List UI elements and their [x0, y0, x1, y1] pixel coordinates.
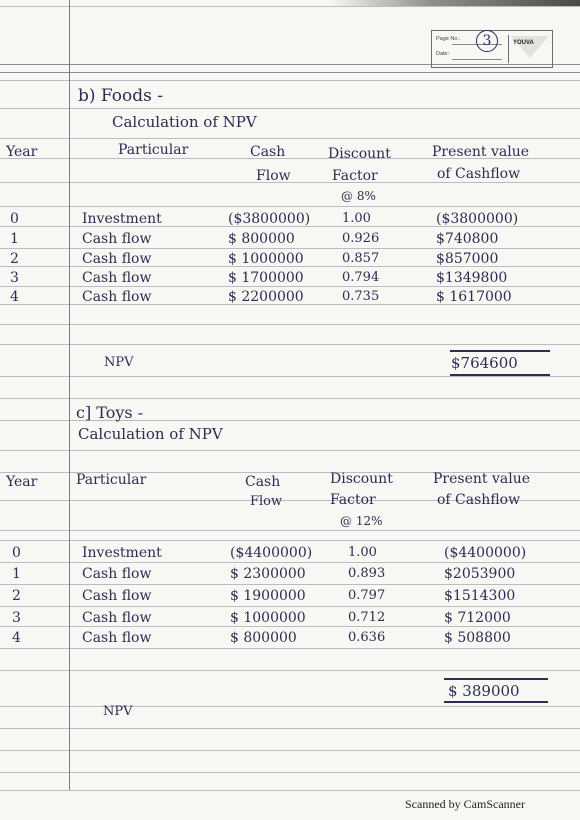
section-b-heading: b) Foods - — [78, 86, 164, 106]
rule-line — [0, 728, 580, 729]
table-cell-pv: ($3800000) — [436, 211, 519, 227]
c-header-flow: Flow — [250, 494, 283, 509]
rule-line — [0, 540, 580, 541]
table-cell-pv: $857000 — [436, 251, 499, 267]
date-label: Date: — [436, 51, 450, 57]
b-header-pv1: Present value — [432, 144, 529, 160]
b-header-pv2: of Cashflow — [437, 166, 521, 182]
section-c-subheading: Calculation of NPV — [78, 425, 223, 443]
rule-line — [0, 750, 580, 751]
b-header-discount: Discount — [328, 146, 391, 162]
c-npv-overline — [444, 678, 548, 680]
c-npv-underline — [444, 701, 548, 703]
table-cell-pv: $1349800 — [436, 270, 508, 286]
date-line — [452, 59, 502, 60]
margin-line — [69, 0, 70, 790]
table-cell-factor: 1.00 — [348, 545, 377, 560]
rule-line — [0, 398, 580, 399]
rule-line — [0, 706, 580, 707]
rule-line — [0, 324, 580, 325]
table-cell-pv: $ 712000 — [444, 610, 511, 626]
rule-line — [0, 626, 580, 627]
rule-line — [0, 138, 580, 139]
table-cell-year: 3 — [10, 270, 19, 286]
c-header-pv2: of Cashflow — [437, 492, 521, 508]
table-cell-pv: $2053900 — [444, 566, 516, 582]
table-cell-particular: Cash flow — [82, 270, 152, 286]
table-cell-year: 3 — [12, 610, 21, 626]
c-header-rate: @ 12% — [340, 514, 383, 528]
b-npv-underline — [450, 374, 550, 376]
page-number: 3 — [476, 30, 498, 52]
brand-logo-text: YOUVA — [513, 40, 534, 46]
table-cell-particular: Cash flow — [82, 588, 152, 604]
table-cell-particular: Cash flow — [82, 566, 152, 582]
rule-line — [0, 72, 580, 73]
table-cell-factor: 0.857 — [342, 251, 380, 266]
b-header-rate: @ 8% — [341, 189, 376, 203]
table-cell-year: 4 — [12, 630, 21, 646]
section-b-subheading: Calculation of NPV — [112, 113, 257, 131]
table-cell-factor: 1.00 — [342, 211, 371, 226]
rule-line — [0, 286, 580, 287]
table-cell-particular: Cash flow — [82, 251, 152, 267]
rule-line — [0, 206, 580, 207]
table-cell-cash: ($4400000) — [230, 545, 313, 561]
table-cell-particular: Cash flow — [82, 630, 152, 646]
table-cell-cash: $ 1000000 — [228, 251, 304, 267]
b-header-year: Year — [6, 144, 38, 160]
table-cell-factor: 0.794 — [342, 270, 380, 285]
b-header-cash: Cash — [250, 144, 286, 160]
table-cell-year: 1 — [12, 566, 21, 582]
table-cell-year: 2 — [12, 588, 21, 604]
b-header-factor: Factor — [332, 168, 378, 184]
rule-line — [0, 6, 580, 7]
table-cell-year: 1 — [10, 231, 19, 247]
table-cell-particular: Investment — [82, 211, 162, 227]
rule-line — [0, 772, 580, 773]
table-cell-cash: $ 1000000 — [230, 610, 306, 626]
table-cell-factor: 0.712 — [348, 610, 386, 625]
table-cell-particular: Cash flow — [82, 610, 152, 626]
table-cell-factor: 0.893 — [348, 566, 386, 581]
rule-line — [0, 248, 580, 249]
table-cell-cash: $ 2300000 — [230, 566, 306, 582]
b-header-flow: Flow — [256, 168, 291, 184]
table-cell-factor: 0.926 — [342, 231, 380, 246]
c-header-discount: Discount — [330, 471, 393, 487]
table-cell-cash: $ 800000 — [228, 231, 295, 247]
rule-line — [0, 376, 580, 377]
table-cell-year: 0 — [10, 211, 19, 227]
rule-line — [0, 530, 580, 531]
c-header-pv1: Present value — [433, 471, 530, 487]
c-header-particular: Particular — [76, 472, 147, 488]
rule-line — [0, 606, 580, 607]
b-npv-label: NPV — [104, 355, 134, 370]
table-cell-year: 2 — [10, 251, 19, 267]
table-cell-factor: 0.735 — [342, 289, 380, 304]
rule-line — [0, 790, 580, 791]
box-divider — [508, 35, 509, 63]
c-npv-value: $ 389000 — [448, 682, 520, 700]
table-cell-cash: $ 1700000 — [228, 270, 304, 286]
table-cell-factor: 0.636 — [348, 630, 386, 645]
table-cell-cash: $ 1900000 — [230, 588, 306, 604]
rule-line — [0, 648, 580, 649]
table-cell-pv: $ 508800 — [444, 630, 511, 646]
table-cell-year: 4 — [10, 289, 19, 305]
rule-line — [0, 584, 580, 585]
table-cell-pv: $1514300 — [444, 588, 516, 604]
table-cell-particular: Cash flow — [82, 289, 152, 305]
table-cell-factor: 0.797 — [348, 588, 386, 603]
b-header-particular: Particular — [118, 142, 189, 158]
table-cell-particular: Cash flow — [82, 231, 152, 247]
scanner-watermark: Scanned by CamScanner — [405, 797, 525, 811]
table-cell-pv: $ 1617000 — [436, 289, 512, 305]
rule-line — [0, 108, 580, 109]
table-cell-pv: ($4400000) — [444, 545, 527, 561]
c-header-cash: Cash — [245, 474, 281, 490]
b-npv-overline — [450, 350, 550, 352]
c-npv-label: NPV — [103, 704, 133, 719]
c-header-year: Year — [6, 474, 38, 490]
page-no-label: Page No.: — [436, 36, 461, 42]
table-cell-year: 0 — [12, 545, 21, 561]
rule-line — [0, 80, 580, 81]
table-cell-pv: $740800 — [436, 231, 499, 247]
rule-line — [0, 670, 580, 671]
table-cell-cash: $ 800000 — [230, 630, 297, 646]
table-cell-cash: $ 2200000 — [228, 289, 304, 305]
b-npv-value: $764600 — [451, 354, 518, 372]
rule-line — [0, 562, 580, 563]
section-c-heading: c] Toys - — [76, 403, 144, 422]
rule-line — [0, 450, 580, 451]
table-cell-cash: ($3800000) — [228, 211, 311, 227]
rule-line — [0, 344, 580, 345]
table-cell-particular: Investment — [82, 545, 162, 561]
c-header-factor: Factor — [330, 492, 376, 508]
